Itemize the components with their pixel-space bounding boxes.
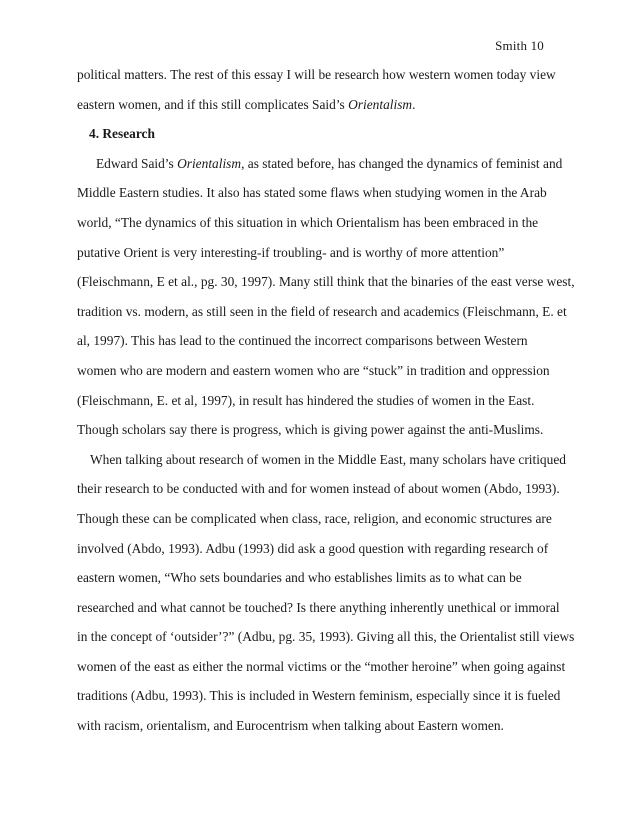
text-line bbox=[77, 90, 564, 120]
text-run: (Fleischmann, E et al., pg. 30, 1997). Many still think that the binaries of the east verse west, bbox=[77, 274, 575, 290]
text-run: , as stated before, has changed the dynamics of feminist and bbox=[241, 155, 563, 171]
text-run: eastern women, “Who sets boundaries and who establishes limits as to what can be bbox=[77, 570, 522, 586]
text-line bbox=[77, 386, 564, 416]
text-run: Middle Eastern studies. It also has stated some flaws when studying women in the Arab bbox=[77, 185, 547, 201]
text-run: putative Orient is very interesting-if troubling- and is worthy of more attention” bbox=[77, 244, 505, 260]
text-line bbox=[77, 652, 564, 682]
section-heading bbox=[77, 119, 564, 149]
text-line bbox=[77, 149, 564, 179]
text-line bbox=[77, 681, 564, 711]
text-run: political matters. The rest of this essay I will be research how western women today view bbox=[77, 67, 556, 82]
running-head: Smith 10 bbox=[495, 38, 544, 53]
text-line bbox=[77, 504, 564, 534]
italic-title: Orientalism bbox=[348, 96, 413, 112]
text-run: al, 1997). This has lead to the continued the incorrect comparisons between Western bbox=[77, 333, 528, 349]
text-run: their research to be conducted with and for women instead of about women (Abdo, 1993). bbox=[77, 481, 560, 497]
text-line bbox=[77, 60, 564, 90]
text-line bbox=[77, 238, 564, 268]
essay-body bbox=[77, 60, 575, 741]
text-run: with racism, orientalism, and Eurocentrism when talking about Eastern women. bbox=[77, 718, 504, 734]
text-line bbox=[77, 474, 564, 504]
text-run: Though these can be complicated when class, race, religion, and economic structures are bbox=[77, 510, 552, 526]
text-run: eastern women, and if this still complicates Said’s bbox=[77, 96, 349, 112]
text-line bbox=[77, 356, 564, 386]
text-run: world, “The dynamics of this situation in which Orientalism has been embraced in the bbox=[77, 214, 539, 230]
text-run: women who are modern and eastern women who are “stuck” in tradition and oppression bbox=[77, 362, 550, 378]
text-run: Edward Said’s bbox=[96, 155, 178, 171]
text-line bbox=[77, 415, 564, 445]
text-run: researched and what cannot be touched? Is there anything inherently unethical or immoral bbox=[77, 599, 560, 615]
italic-title: Orientalism bbox=[177, 155, 242, 171]
text-run: involved (Abdo, 1993). Adbu (1993) did ask a good question with regarding research of bbox=[77, 540, 549, 556]
text-run: women of the east as either the normal victims or the “mother heroine” when going against bbox=[77, 658, 566, 674]
text-line bbox=[77, 622, 575, 652]
text-line bbox=[77, 711, 564, 741]
text-run: (Fleischmann, E. et al, 1997), in result has hindered the studies of women in the East. bbox=[77, 392, 535, 408]
text-line bbox=[77, 593, 564, 623]
text-run: in the concept of ‘outsider’?” (Adbu, pg. 35, 1993). Giving all this, the Orientalist still views bbox=[77, 629, 575, 645]
text-line bbox=[77, 267, 575, 297]
text-line bbox=[77, 208, 564, 238]
text-run: Though scholars say there is progress, which is giving power against the anti-Muslims. bbox=[77, 422, 544, 438]
text-line bbox=[77, 534, 564, 564]
text-run: tradition vs. modern, as still seen in the field of research and academics (Fleischmann, E. et bbox=[77, 303, 567, 319]
text-run: . bbox=[412, 96, 416, 112]
text-run: When talking about research of women in the Middle East, many scholars have critiqued bbox=[90, 451, 566, 467]
text-run: 4. Research bbox=[89, 126, 155, 142]
text-run: traditions (Adbu, 1993). This is included in Western feminism, especially since it is fueled bbox=[77, 688, 561, 704]
text-line bbox=[77, 445, 564, 475]
text-line bbox=[77, 563, 564, 593]
text-line bbox=[77, 297, 567, 327]
text-line bbox=[77, 326, 564, 356]
text-line bbox=[77, 178, 564, 208]
